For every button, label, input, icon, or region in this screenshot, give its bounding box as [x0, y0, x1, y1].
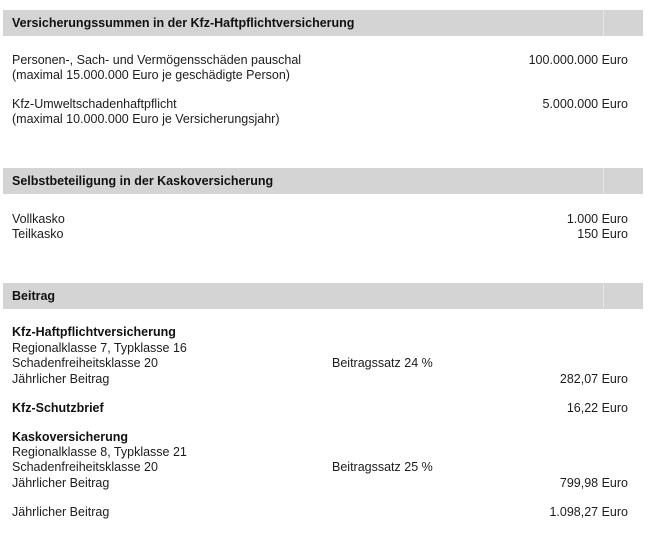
- total-label: Jährlicher Beitrag: [12, 505, 110, 519]
- block-classes: Regionalklasse 7, Typklasse 16: [12, 341, 187, 355]
- row-label: Personen-, Sach- und Vermögensschäden pauschal: [12, 53, 302, 67]
- block-rate: Beitragssatz 24 %: [332, 356, 433, 370]
- section-header-liability-sums: [3, 10, 643, 36]
- total-value: 1.098,27 Euro: [549, 505, 628, 519]
- row-value: 150 Euro: [577, 227, 628, 241]
- row-value: 100.000.000 Euro: [528, 53, 628, 67]
- block-rate: Beitragssatz 25 %: [332, 460, 433, 474]
- row-value: 5.000.000 Euro: [542, 97, 628, 111]
- block-annual-value: 282,07 Euro: [559, 372, 628, 386]
- block-annual-value: 799,98 Euro: [559, 476, 628, 490]
- section-header-deductible: [3, 168, 643, 194]
- block-annual-label: Jährlicher Beitrag: [12, 372, 110, 386]
- section-title-deductible: Selbstbeteiligung in der Kaskoversicherung: [12, 174, 274, 188]
- section-header-premium: [3, 283, 643, 309]
- section-title-premium: Beitrag: [12, 289, 56, 303]
- header-column-divider: [603, 168, 604, 194]
- block-no-claims-class: Schadenfreiheitsklasse 20: [12, 356, 158, 370]
- header-column-divider: [603, 10, 604, 36]
- row-label: Teilkasko: [12, 227, 64, 241]
- row-value: 1.000 Euro: [566, 212, 628, 226]
- header-column-divider: [603, 283, 604, 309]
- row-heading: Kfz-Schutzbrief: [12, 401, 104, 415]
- row-label: Vollkasko: [12, 212, 65, 226]
- row-sublabel: (maximal 15.000.000 Euro je geschädigte Person): [12, 68, 290, 82]
- row-label: Kfz-Umweltschadenhaftpflicht: [12, 97, 177, 111]
- block-heading: Kfz-Haftpflichtversicherung: [12, 325, 176, 339]
- block-heading: Kaskoversicherung: [12, 430, 129, 444]
- block-annual-label: Jährlicher Beitrag: [12, 476, 110, 490]
- row-value: 16,22 Euro: [566, 401, 628, 415]
- row-sublabel: (maximal 10.000.000 Euro je Versicherungsjahr): [12, 112, 280, 126]
- block-no-claims-class: Schadenfreiheitsklasse 20: [12, 460, 158, 474]
- block-classes: Regionalklasse 8, Typklasse 21: [12, 445, 187, 459]
- section-title-liability-sums: Versicherungssummen in der Kfz-Haftpflichtversicherung: [12, 16, 355, 30]
